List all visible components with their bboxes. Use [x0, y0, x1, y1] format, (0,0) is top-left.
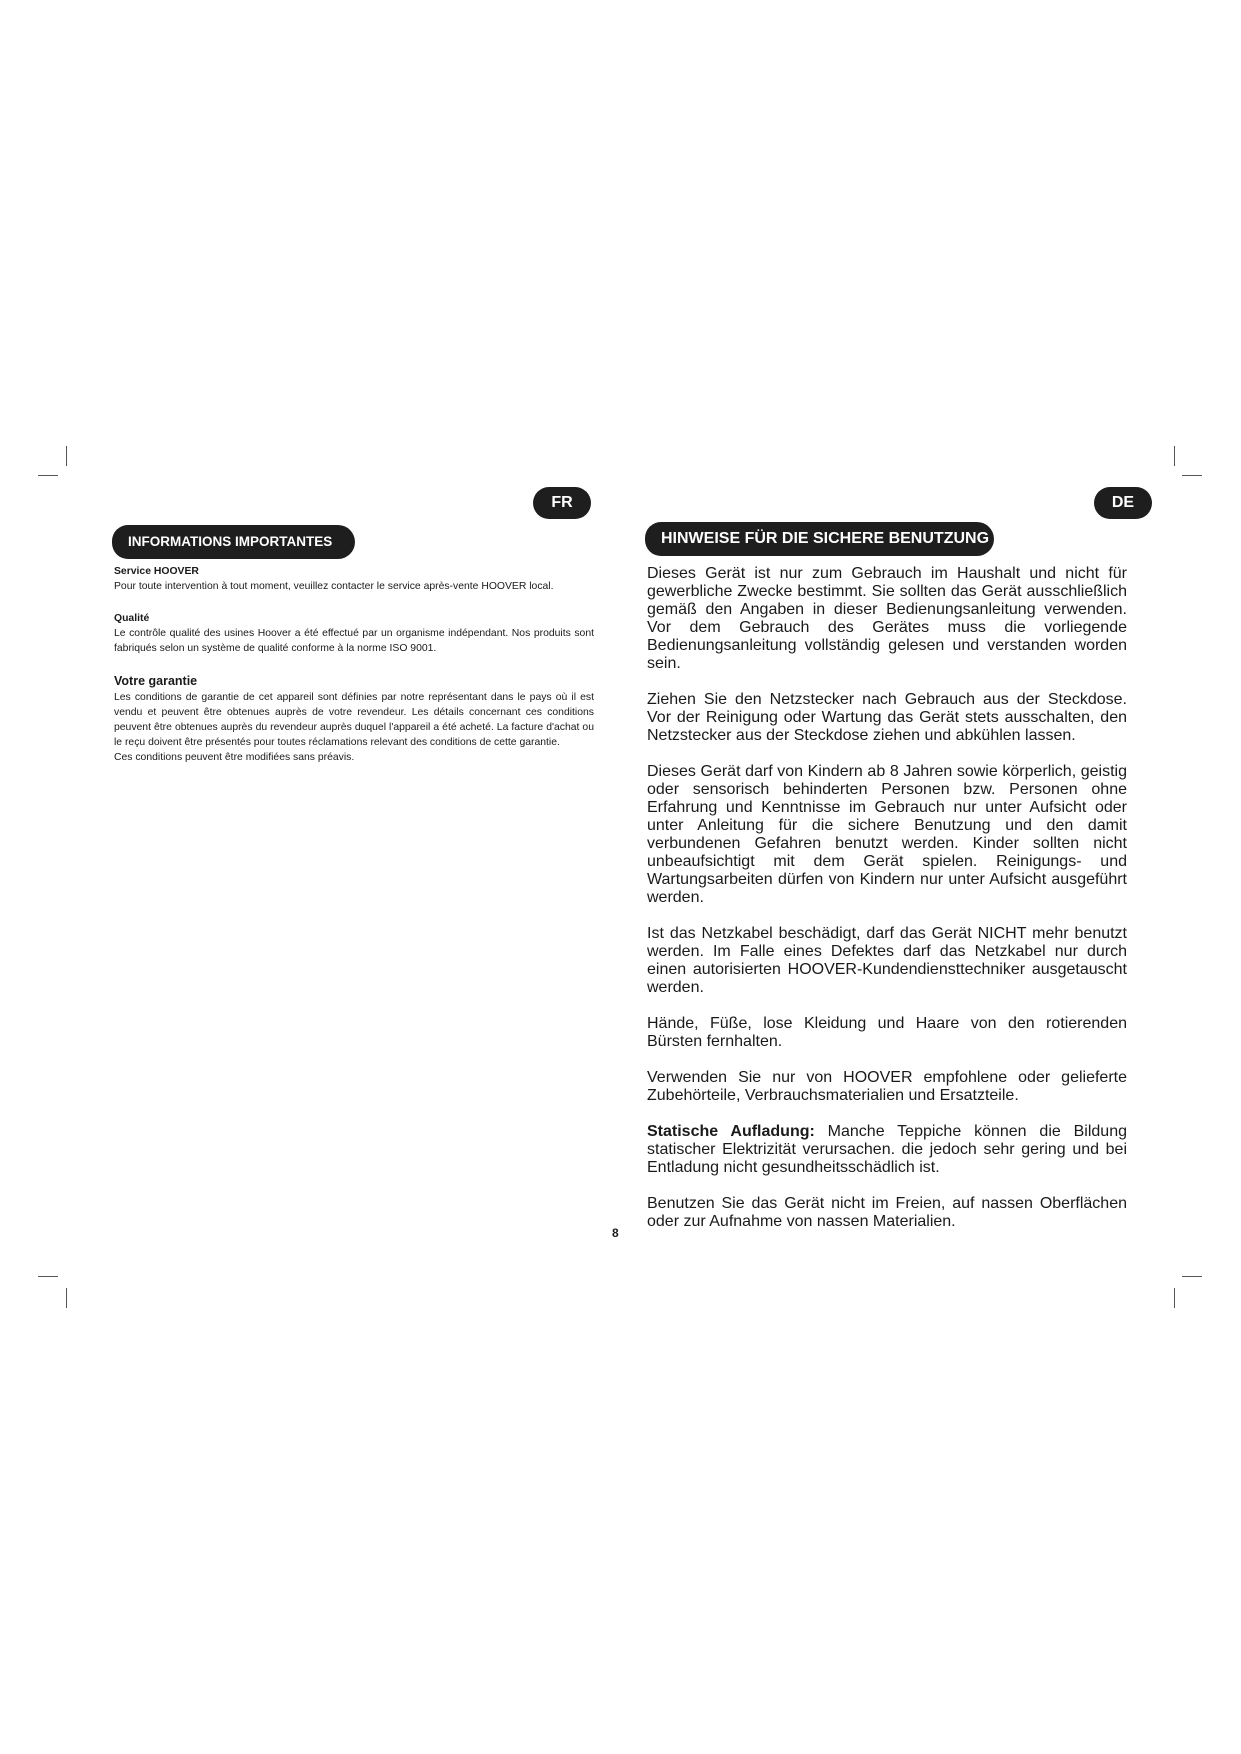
static-lead: Statische Aufladung: [647, 1123, 815, 1140]
section-heading: Qualité [114, 613, 150, 624]
crop-mark [66, 446, 67, 466]
language-badge-de: DE [1094, 487, 1152, 519]
fr-section-warranty [114, 673, 594, 765]
section-heading: Votre garantie [114, 674, 198, 688]
de-paragraph: Benutzen Sie das Gerät nicht im Freien, auf nassen Oberflächen oder zur Aufnahme von nassen Materialien. [647, 1195, 1127, 1230]
de-paragraph-static [647, 1123, 1127, 1177]
fr-section-quality [114, 611, 594, 656]
de-paragraph: Dieses Gerät darf von Kindern ab 8 Jahren sowie körperlich, geistig oder sensorisch behinderten Personen bzw. Personen ohne Erfahrung und Kenntnisse im Gebrauch nur unter Aufsicht oder unter Anleitung für die sichere Benutzung und den damit verbundenen Gefahren benutzt werden. Kinder sollten nicht unbeaufsichtigt mit dem Gerät spielen. Reinigungs- und Wartungsarbeiten dürfen von Kindern nur unter Aufsicht ausgeführt werden. [647, 763, 1127, 906]
section-title-de: HINWEISE FÜR DIE SICHERE BENUTZUNG [647, 524, 992, 554]
section-text: Les conditions de garantie de cet appareil sont définies par notre représentant dans le pays où il est vendu et peuvent être obtenues auprès de votre revendeur. Les détails concernant ces conditions peuvent être obtenues auprès du revendeur auprès duquel l'appareil a été acheté. La facture d'achat ou le reçu doivent être présentés pour toutes réclamations relevant des conditions de cette garantie. [114, 692, 594, 748]
crop-mark [1182, 475, 1202, 476]
section-text: Pour toute intervention à tout moment, veuillez contacter le service après-vente HOOVER local. [114, 581, 554, 592]
crop-mark [66, 1288, 67, 1308]
de-paragraph: Verwenden Sie nur von HOOVER empfohlene oder gelieferte Zubehörteile, Verbrauchsmaterialien und Ersatzteile. [647, 1069, 1127, 1104]
crop-mark [38, 475, 58, 476]
de-paragraph: Ziehen Sie den Netzstecker nach Gebrauch aus der Steckdose. Vor der Reinigung oder Wartung das Gerät stets ausschalten, den Netzstecker aus der Steckdose ziehen und abkühlen lassen. [647, 691, 1127, 744]
section-title-fr: INFORMATIONS IMPORTANTES [114, 527, 353, 557]
page-number: 8 [612, 1226, 619, 1240]
language-badge-fr: FR [533, 487, 591, 519]
crop-mark [1174, 446, 1175, 466]
static-text: Manche Teppiche können die Bildung statischer Elektrizität verursachen. die jedoch sehr gering und bei Entladung nicht gesundheitsschädlich ist. [647, 1123, 1127, 1176]
de-content [647, 565, 1127, 1249]
de-paragraph: Hände, Füße, lose Kleidung und Haare von den rotierenden Bürsten fernhalten. [647, 1015, 1127, 1050]
crop-mark [38, 1276, 58, 1277]
crop-mark [1174, 1288, 1175, 1308]
de-paragraph: Ist das Netzkabel beschädigt, darf das Gerät NICHT mehr benutzt werden. Im Falle eines Defektes darf das Netzkabel nur durch einen autorisierten HOOVER-Kundendiensttechniker ausgetauscht werden. [647, 925, 1127, 996]
crop-mark [1182, 1276, 1202, 1277]
section-text: Ces conditions peuvent être modifiées sans préavis. [114, 752, 355, 763]
de-paragraph: Dieses Gerät ist nur zum Gebrauch im Haushalt und nicht für gewerbliche Zwecke bestimmt. Sie sollten das Gerät ausschließlich gemäß den Angaben in dieser Bedienungsanleitung verwenden. Vor dem Gebrauch des Gerätes muss die vorliegende Bedienungsanleitung vollständig gelesen und verstanden worden sein. [647, 565, 1127, 672]
fr-content [114, 564, 594, 782]
section-text: Le contrôle qualité des usines Hoover a été effectué par un organisme indépendant. Nos produits sont fabriqués selon un système de qualité conforme à la norme ISO 9001. [114, 628, 594, 654]
fr-section-service [114, 564, 594, 594]
section-heading: Service HOOVER [114, 566, 199, 577]
